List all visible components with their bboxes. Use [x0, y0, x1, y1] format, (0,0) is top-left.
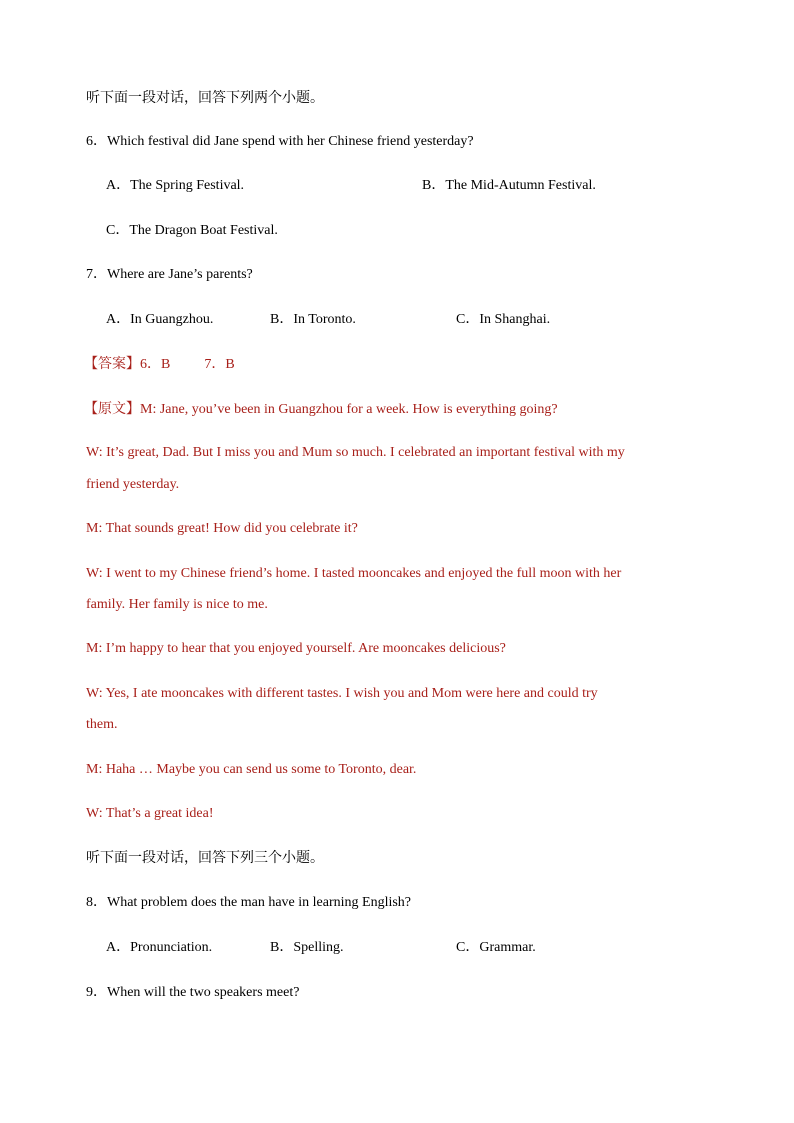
question-9 [86, 983, 299, 1003]
question-number: 9． [86, 985, 107, 1000]
q7-option-a[interactable]: A．In Guangzhou. [106, 312, 214, 327]
question-7 [86, 265, 253, 285]
question-text: What problem does the man have in learning English? [107, 895, 412, 910]
transcript-line: M: I’m happy to hear that you enjoyed yourself. Are mooncakes delicious? [86, 641, 506, 656]
q7-option-b[interactable]: B．In Toronto. [270, 312, 356, 327]
transcript-line: W: I went to my Chinese friend’s home. I tasted mooncakes and enjoyed the full moon with her [86, 566, 622, 581]
answer-tag: 【答案】 [84, 356, 140, 372]
section1-instruction: 听下面一段对话，回答下列两个小题。 [86, 90, 324, 106]
transcript-line: friend yesterday. [86, 477, 180, 492]
q8-option-a[interactable]: A．Pronunciation. [106, 940, 213, 955]
question-text: Which festival did Jane spend with her Chinese friend yesterday? [107, 134, 474, 149]
section2-instruction: 听下面一段对话，回答下列三个小题。 [86, 850, 324, 866]
q8-option-c[interactable]: C．Grammar. [456, 940, 536, 955]
transcript-line: family. Her family is nice to me. [86, 597, 268, 612]
transcript-line: W: That’s a great idea! [86, 806, 214, 821]
question-6 [86, 132, 474, 152]
transcript-tag: 【原文】 [84, 401, 140, 417]
q6-option-c[interactable]: C．The Dragon Boat Festival. [106, 223, 278, 238]
question-text: Where are Jane’s parents? [107, 267, 253, 282]
question-number: 7． [86, 267, 107, 282]
answer-line [84, 354, 235, 375]
transcript-line: 【原文】M: Jane, you’ve been in Guangzhou for a week. How is everything going? [84, 401, 558, 417]
q6-option-b[interactable]: B．The Mid-Autumn Festival. [422, 178, 596, 193]
transcript-line: W: It’s great, Dad. But I miss you and Mum so much. I celebrated an important festival with my [86, 445, 625, 460]
q7-option-c[interactable]: C．In Shanghai. [456, 312, 551, 327]
question-number: 6． [86, 134, 107, 149]
q8-option-b[interactable]: B．Spelling. [270, 940, 344, 955]
answer-item: 7．B [204, 357, 235, 372]
question-text: When will the two speakers meet? [107, 985, 300, 1000]
transcript-line: M: That sounds great! How did you celebrate it? [86, 521, 358, 536]
transcript-line: M: Haha … Maybe you can send us some to Toronto, dear. [86, 762, 417, 777]
question-number: 8． [86, 895, 107, 910]
transcript-line: W: Yes, I ate mooncakes with different tastes. I wish you and Mom were here and could try [86, 686, 598, 701]
transcript-line: them. [86, 717, 118, 732]
question-8 [86, 893, 411, 913]
q6-option-a[interactable]: A．The Spring Festival. [106, 178, 245, 193]
answer-item: 6．B [140, 357, 171, 372]
